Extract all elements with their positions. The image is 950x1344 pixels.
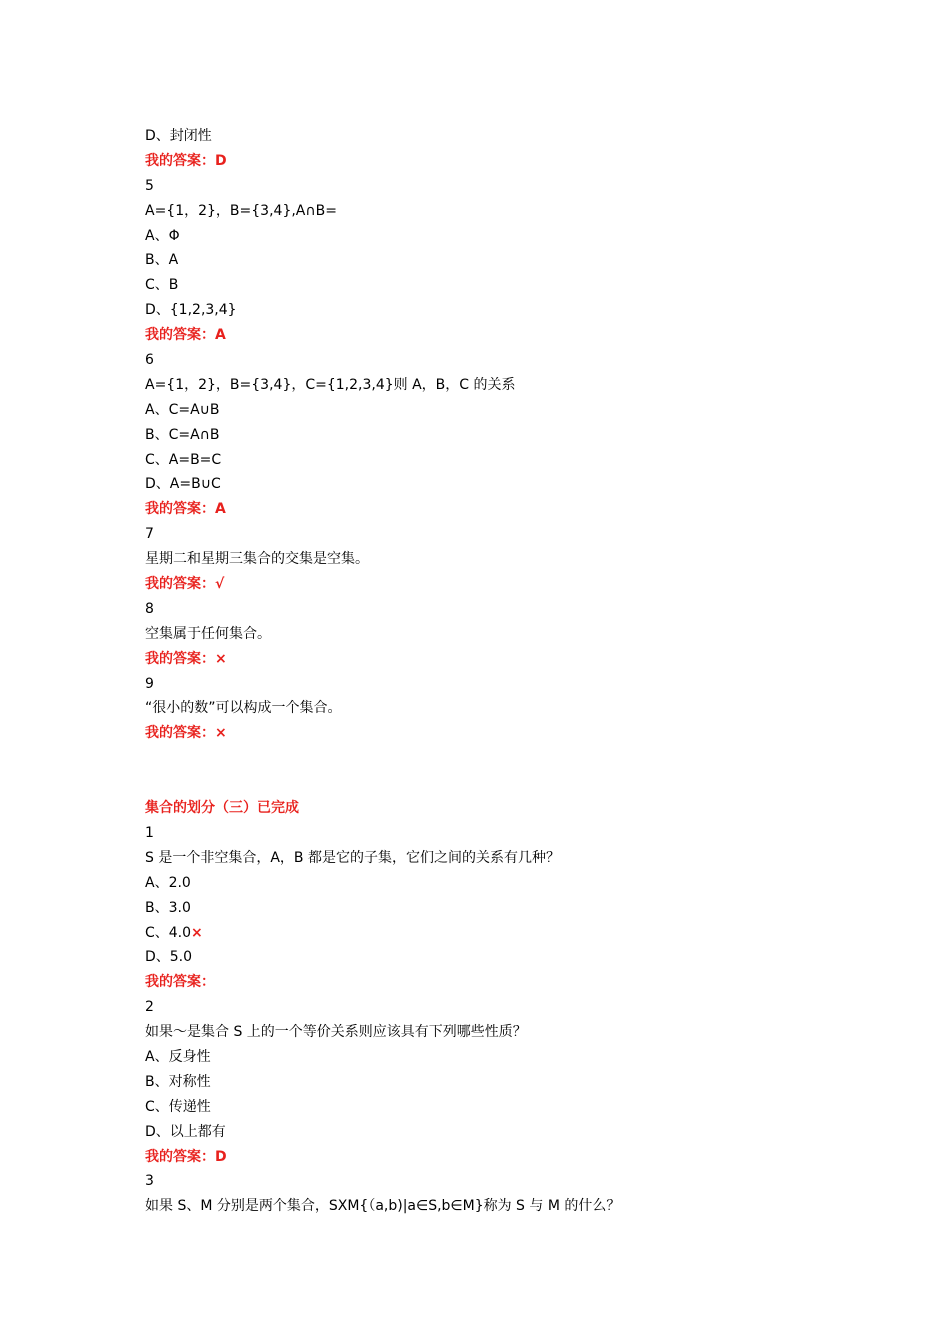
my-answer: 我的答案：× xyxy=(145,650,227,667)
question-text: “很小的数”可以构成一个集合。 xyxy=(145,700,342,717)
question-number: 9 xyxy=(145,675,154,692)
option-text: A、C=A∪B xyxy=(145,401,220,418)
question-number: 3 xyxy=(145,1173,154,1190)
option-text: B、3.0 xyxy=(145,899,191,916)
my-answer: 我的答案：× xyxy=(145,725,227,742)
option-text: C、4.0 xyxy=(145,924,192,941)
option-text: B、C=A∩B xyxy=(145,426,220,443)
option-text: D、以上都有 xyxy=(145,1123,226,1140)
option-text: B、对称性 xyxy=(145,1073,211,1090)
question-text: 如果 S、M 分别是两个集合，SXM{（a,b)|a∈S,b∈M}称为 S 与 M 的什么？ xyxy=(145,1198,621,1215)
my-answer: 我的答案： xyxy=(145,974,215,991)
option-text: C、B xyxy=(145,277,179,294)
option-text: C、传递性 xyxy=(145,1098,211,1115)
option-text: A、2.0 xyxy=(145,874,191,891)
question-text: 如果～是集合 S 上的一个等价关系则应该具有下列哪些性质？ xyxy=(145,1024,527,1041)
option-text: A、反身性 xyxy=(145,1048,211,1065)
option-text: B、A xyxy=(145,252,179,269)
question-number: 7 xyxy=(145,526,154,543)
my-answer: 我的答案：D xyxy=(145,1148,227,1165)
option-text: C、A=B=C xyxy=(145,451,222,468)
my-answer: 我的答案：D xyxy=(145,152,227,169)
question-text: 空集属于任何集合。 xyxy=(145,625,271,642)
option-text: D、封闭性 xyxy=(145,128,212,144)
question-text: A={1，2}，B={3,4},A∩B= xyxy=(145,202,337,219)
question-number: 6 xyxy=(145,352,154,369)
option-text: D、5.0 xyxy=(145,949,193,966)
option-text: D、A=B∪C xyxy=(145,476,221,493)
option-text: A、Φ xyxy=(145,227,180,244)
my-answer: 我的答案：√ xyxy=(145,576,225,593)
option-text: D、{1,2,3,4} xyxy=(145,302,237,319)
document-body xyxy=(145,124,825,1219)
my-answer: 我的答案：A xyxy=(145,501,226,518)
wrong-mark: × xyxy=(191,924,203,941)
question-number: 8 xyxy=(145,600,154,617)
option-row xyxy=(145,921,825,946)
question-number: 1 xyxy=(145,824,154,841)
my-answer: 我的答案：A xyxy=(145,327,226,344)
section-heading: 集合的划分（三）已完成 xyxy=(145,800,299,817)
question-text: A={1，2}，B={3,4}，C={1,2,3,4}则 A，B，C 的关系 xyxy=(145,376,516,393)
section-spacer xyxy=(145,746,825,796)
question-text: S 是一个非空集合，A，B 都是它的子集，它们之间的关系有几种？ xyxy=(145,849,560,866)
question-number: 5 xyxy=(145,177,154,194)
question-text: 星期二和星期三集合的交集是空集。 xyxy=(145,551,369,568)
question-number: 2 xyxy=(145,999,154,1016)
